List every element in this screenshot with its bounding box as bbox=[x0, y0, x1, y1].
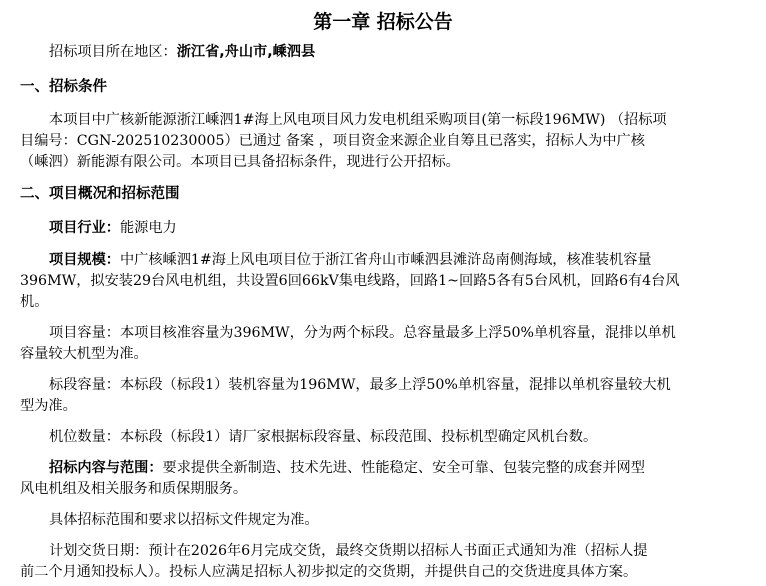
location-line bbox=[49, 42, 315, 62]
scope-line bbox=[49, 458, 645, 478]
paragraph-line: 容量较大机型为准。 bbox=[20, 346, 148, 362]
paragraph-line: 396MW，拟安装29台风电机组，共设置6回66kV集电线路，回路1~回路5各有5台风机，回路6有4台风 bbox=[20, 273, 680, 289]
location-label: 招标项目所在地区： bbox=[49, 44, 177, 60]
paragraph-line: 机。 bbox=[20, 294, 49, 310]
section-heading-project-overview: 二、项目概况和招标范围 bbox=[20, 186, 180, 202]
paragraph-line: （嵊泗）新能源有限公司。本项目已具备招标条件，现进行公开招标。 bbox=[20, 154, 460, 170]
paragraph-line: 本项目中广核新能源浙江嵊泗1#海上风电项目风力发电机组采购项目(第一标段196MW) （招标项 bbox=[49, 112, 667, 128]
delivery-line: 计划交货日期：预计在2026年6月完成交货，最终交货期以招标人书面正式通知为准（招标人提 bbox=[49, 543, 648, 559]
scale-text: 中广核嵊泗1#海上风电项目位于浙江省舟山市嵊泗县滩浒岛南侧海域，核准装机容量 bbox=[119, 252, 652, 268]
industry-line bbox=[49, 218, 177, 238]
positions-line: 机位数量：本标段（标段1）请厂家根据标段容量、标段范围、投标机型确定风机台数。 bbox=[49, 429, 598, 445]
section-heading-tender-conditions: 一、招标条件 bbox=[20, 79, 107, 95]
scope-label: 招标内容与范围： bbox=[49, 460, 163, 476]
scale-label: 项目规模： bbox=[49, 252, 120, 268]
lot-capacity-line: 标段容量：本标段（标段1）装机容量为196MW，最多上浮50%单机容量，混排以单机容量较大机 bbox=[49, 377, 671, 393]
scale-line bbox=[49, 250, 652, 270]
paragraph-line: 风电机组及相关服务和质保期服务。 bbox=[20, 481, 248, 497]
paragraph-line: 型为准。 bbox=[20, 398, 77, 414]
industry-value: 能源电力 bbox=[119, 220, 177, 236]
paragraph-line: 前二个月通知投标人）。投标人应满足招标人初步拟定的交货期，并提供自己的交货进度具体方案。 bbox=[20, 564, 638, 580]
capacity-line: 项目容量：本项目核准容量为396MW，分为两个标段。总容量最多上浮50%单机容量，混排以单机 bbox=[49, 325, 676, 341]
paragraph-line: 目编号：CGN-202510230005）已通过 备案 ，项目资金来源企业自筹且已落实，招标人为中广核 bbox=[20, 133, 645, 149]
chapter-title: 第一章 招标公告 bbox=[313, 11, 453, 33]
location-value: 浙江省,舟山市,嵊泗县 bbox=[176, 44, 316, 60]
scope-text: 要求提供全新制造、技术先进、性能稳定、安全可靠、包装完整的成套并网型 bbox=[162, 460, 645, 476]
industry-label: 项目行业： bbox=[49, 220, 120, 236]
scope-note-line: 具体招标范围和要求以招标文件规定为准。 bbox=[49, 512, 319, 528]
